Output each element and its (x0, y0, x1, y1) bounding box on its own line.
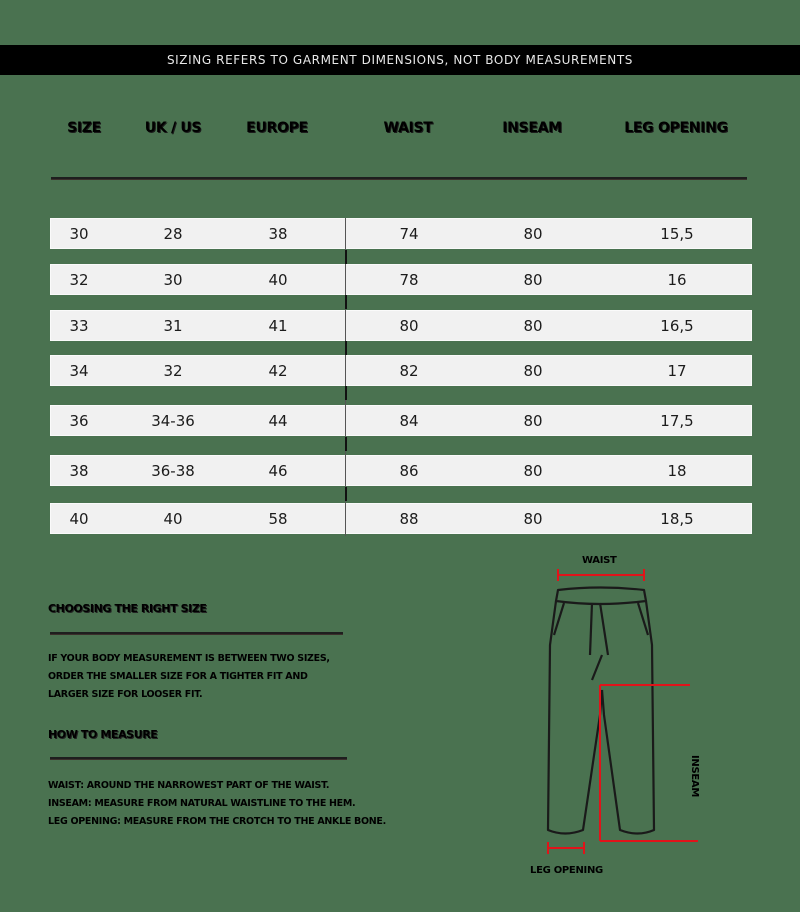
cell-uk-us: 28 (163, 225, 183, 243)
choosing-line: LARGER SIZE FOR LOOSER FIT. (48, 689, 203, 700)
cell-inseam: 80 (523, 462, 543, 480)
header-divider (51, 177, 747, 180)
choosing-title: CHOOSING THE RIGHT SIZE (48, 602, 207, 615)
cell-leg-opening: 17,5 (660, 412, 694, 430)
table-row (50, 264, 752, 295)
cell-inseam: 80 (523, 317, 543, 335)
cell-uk-us: 40 (163, 510, 183, 528)
waist-label: WAIST (582, 555, 617, 566)
how-to-measure-title: HOW TO MEASURE (48, 728, 158, 741)
cell-waist: 86 (399, 462, 419, 480)
cell-leg-opening: 16,5 (660, 317, 694, 335)
cell-inseam: 80 (523, 362, 543, 380)
cell-leg-opening: 16 (667, 271, 687, 289)
cell-uk-us: 36-38 (151, 462, 195, 480)
cell-leg-opening: 18,5 (660, 510, 694, 528)
table-row (50, 503, 752, 534)
header-inseam: INSEAM (502, 120, 562, 136)
cell-uk-us: 32 (163, 362, 183, 380)
cell-europe: 46 (268, 462, 288, 480)
cell-waist: 82 (399, 362, 419, 380)
sizing-note-banner (0, 45, 800, 75)
header-europe: EUROPE (246, 120, 308, 136)
cell-europe: 44 (268, 412, 288, 430)
leg-opening-label: LEG OPENING (530, 865, 603, 876)
cell-size: 40 (69, 510, 89, 528)
table-row (50, 455, 752, 486)
cell-uk-us: 34-36 (151, 412, 195, 430)
cell-size: 33 (69, 317, 89, 335)
pants-measurement-diagram (520, 545, 740, 885)
cell-size: 34 (69, 362, 89, 380)
measure-line-leg-opening: LEG OPENING: MEASURE FROM THE CROTCH TO THE ANKLE BONE. (48, 816, 386, 827)
header-waist: WAIST (383, 120, 433, 136)
divider-tick (345, 437, 347, 451)
choosing-line: IF YOUR BODY MEASUREMENT IS BETWEEN TWO SIZES, (48, 653, 330, 664)
cell-size: 36 (69, 412, 89, 430)
measure-line-waist: WAIST: AROUND THE NARROWEST PART OF THE WAIST. (48, 780, 330, 791)
divider-tick (345, 386, 347, 400)
cell-inseam: 80 (523, 225, 543, 243)
cell-inseam: 80 (523, 271, 543, 289)
cell-uk-us: 30 (163, 271, 183, 289)
divider-tick (345, 487, 347, 501)
header-leg-opening: LEG OPENING (624, 120, 728, 136)
header-uk-us: UK / US (144, 120, 202, 136)
divider-tick (345, 295, 347, 309)
cell-leg-opening: 17 (667, 362, 687, 380)
table-row (50, 218, 752, 249)
pants-icon (520, 545, 740, 885)
header-size: SIZE (67, 120, 101, 136)
choosing-divider (50, 632, 343, 635)
cell-leg-opening: 15,5 (660, 225, 694, 243)
how-to-measure-divider (50, 757, 347, 760)
cell-size: 32 (69, 271, 89, 289)
inseam-label: INSEAM (689, 755, 700, 798)
table-row (50, 355, 752, 386)
cell-europe: 38 (268, 225, 288, 243)
cell-uk-us: 31 (163, 317, 183, 335)
cell-waist: 88 (399, 510, 419, 528)
cell-leg-opening: 18 (667, 462, 687, 480)
cell-europe: 42 (268, 362, 288, 380)
table-row (50, 310, 752, 341)
divider-tick (345, 341, 347, 355)
cell-europe: 40 (268, 271, 288, 289)
cell-inseam: 80 (523, 510, 543, 528)
cell-europe: 58 (268, 510, 288, 528)
cell-waist: 78 (399, 271, 419, 289)
cell-europe: 41 (268, 317, 288, 335)
cell-size: 30 (69, 225, 89, 243)
banner-text: SIZING REFERS TO GARMENT DIMENSIONS, NOT BODY MEASUREMENTS (166, 53, 634, 67)
choosing-line: ORDER THE SMALLER SIZE FOR A TIGHTER FIT AND (48, 671, 308, 682)
measure-line-inseam: INSEAM: MEASURE FROM NATURAL WAISTLINE TO THE HEM. (48, 798, 356, 809)
cell-waist: 80 (399, 317, 419, 335)
table-row (50, 405, 752, 436)
divider-tick (345, 250, 347, 264)
cell-waist: 84 (399, 412, 419, 430)
cell-waist: 74 (399, 225, 419, 243)
cell-inseam: 80 (523, 412, 543, 430)
cell-size: 38 (69, 462, 89, 480)
